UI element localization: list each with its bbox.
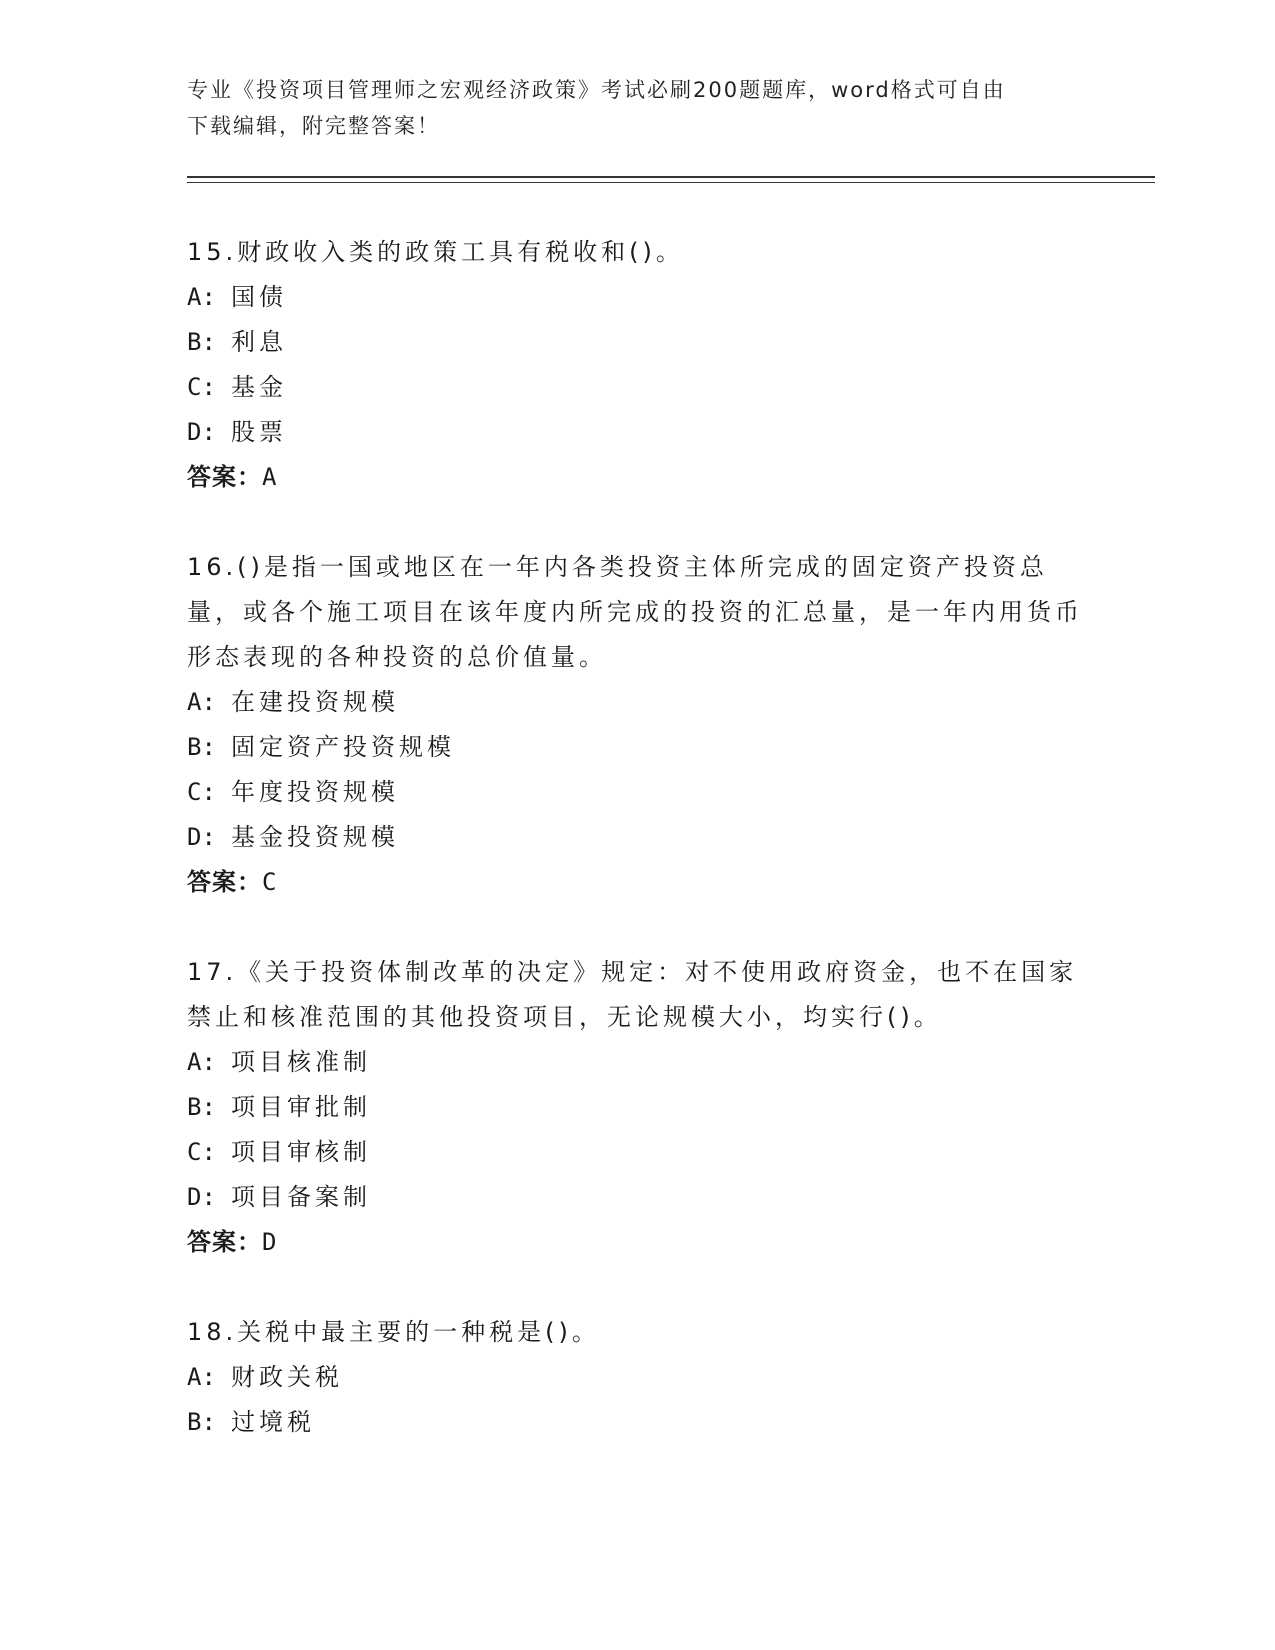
header-divider-thin — [187, 182, 1155, 183]
option-a — [187, 680, 1087, 725]
option-key: C: — [187, 1138, 216, 1166]
answer-label: 答案： — [187, 1228, 262, 1256]
option-a — [187, 1355, 1087, 1400]
question-17 — [187, 950, 1087, 1265]
question-15 — [187, 230, 1087, 500]
option-text: 项目审批制 — [231, 1093, 371, 1121]
option-key: D: — [187, 1183, 216, 1211]
answer-label: 答案： — [187, 463, 262, 491]
option-c — [187, 365, 1087, 410]
option-key: C: — [187, 373, 216, 401]
option-key: B: — [187, 733, 216, 761]
answer-value: A — [262, 463, 278, 491]
option-text: 项目核准制 — [231, 1048, 371, 1076]
option-text: 利息 — [231, 328, 287, 356]
answer-value: D — [262, 1228, 278, 1256]
document-header — [187, 72, 1067, 144]
question-stem: 17.《关于投资体制改革的决定》规定：对不使用政府资金，也不在国家禁止和核准范围的其他投资项目，无论规模大小，均实行()。 — [187, 958, 1078, 1031]
option-text: 基金投资规模 — [231, 823, 399, 851]
header-line-1: 专业《投资项目管理师之宏观经济政策》考试必刷200题题库，word格式可自由 — [187, 78, 1006, 102]
option-text: 财政关税 — [231, 1363, 343, 1391]
option-a — [187, 1040, 1087, 1085]
option-text: 项目备案制 — [231, 1183, 371, 1211]
option-key: B: — [187, 1093, 216, 1121]
option-key: C: — [187, 778, 216, 806]
header-divider — [187, 176, 1155, 178]
option-key: B: — [187, 328, 216, 356]
option-key: A: — [187, 688, 216, 716]
question-list — [187, 230, 1087, 1490]
option-key: A: — [187, 1363, 216, 1391]
option-text: 项目审核制 — [231, 1138, 371, 1166]
option-key: A: — [187, 283, 216, 311]
option-c — [187, 770, 1087, 815]
answer-line — [187, 1220, 1087, 1265]
option-text: 年度投资规模 — [231, 778, 399, 806]
option-key: D: — [187, 823, 216, 851]
question-stem: 16.()是指一国或地区在一年内各类投资主体所完成的固定资产投资总量，或各个施工项目在该年度内所完成的投资的汇总量，是一年内用货币形态表现的各种投资的总价值量。 — [187, 553, 1083, 671]
option-d — [187, 1175, 1087, 1220]
answer-line — [187, 860, 1087, 905]
option-text: 在建投资规模 — [231, 688, 399, 716]
answer-line — [187, 455, 1087, 500]
question-18 — [187, 1310, 1087, 1445]
option-key: B: — [187, 1408, 216, 1436]
header-line-2: 下载编辑，附完整答案！ — [187, 114, 440, 138]
answer-label: 答案： — [187, 868, 262, 896]
option-key: A: — [187, 1048, 216, 1076]
option-text: 基金 — [231, 373, 287, 401]
option-key: D: — [187, 418, 216, 446]
option-text: 国债 — [231, 283, 287, 311]
answer-value: C — [262, 868, 278, 896]
option-text: 股票 — [231, 418, 287, 446]
option-b — [187, 1085, 1087, 1130]
question-16 — [187, 545, 1087, 905]
option-b — [187, 320, 1087, 365]
option-c — [187, 1130, 1087, 1175]
option-a — [187, 275, 1087, 320]
option-d — [187, 410, 1087, 455]
option-text: 过境税 — [231, 1408, 315, 1436]
option-b — [187, 725, 1087, 770]
option-b — [187, 1400, 1087, 1445]
option-d — [187, 815, 1087, 860]
option-text: 固定资产投资规模 — [231, 733, 455, 761]
question-stem: 15.财政收入类的政策工具有税收和()。 — [187, 238, 684, 266]
question-stem: 18.关税中最主要的一种税是()。 — [187, 1318, 600, 1346]
